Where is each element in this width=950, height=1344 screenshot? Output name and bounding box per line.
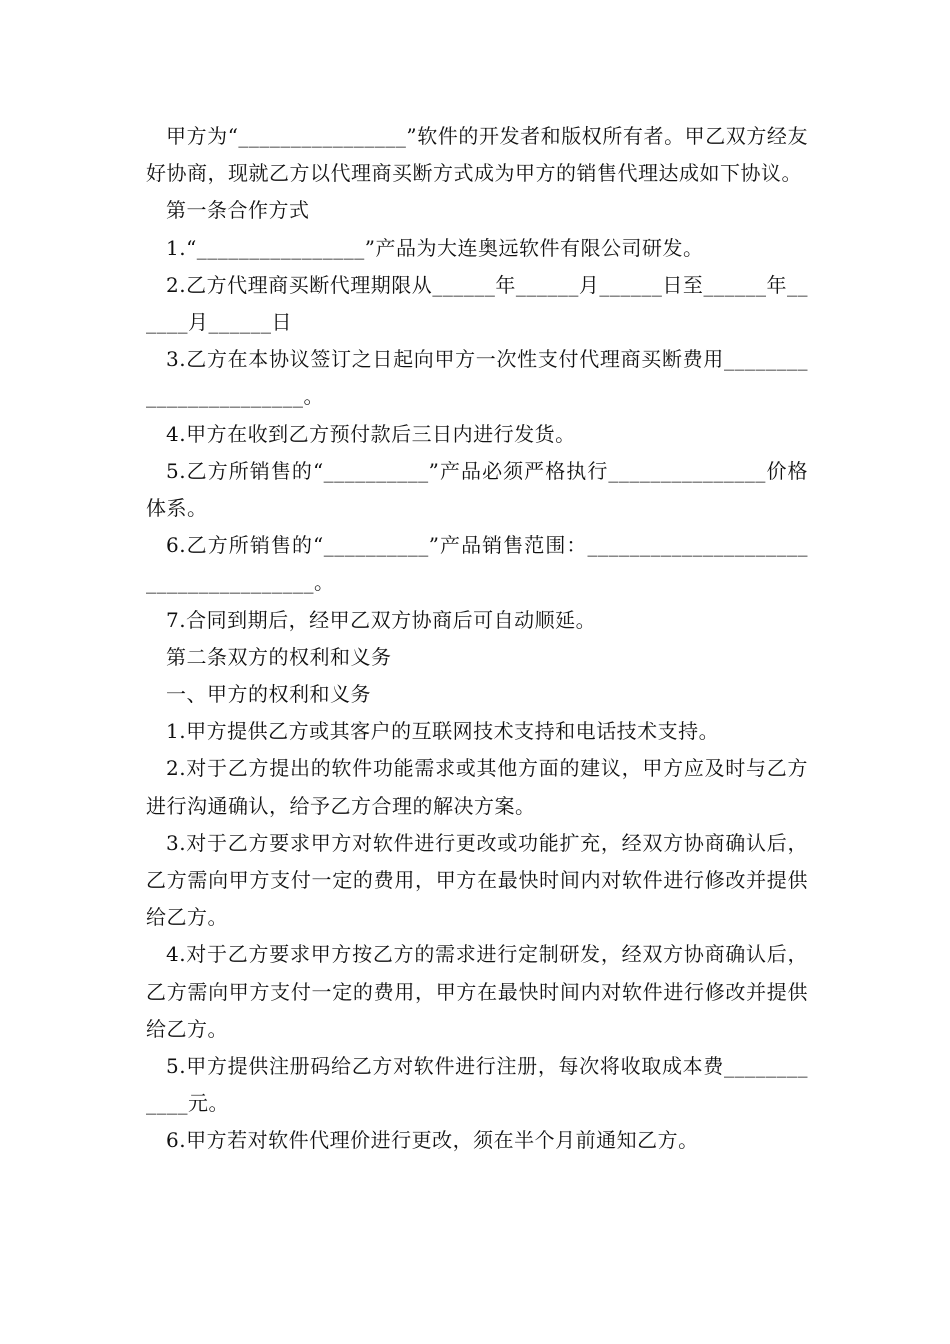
party-a-clause-3: 3.对于乙方要求甲方对软件进行更改或功能扩充，经双方协商确认后，乙方需向甲方支付一定的费用，甲方在最快时间内对软件进行修改并提供给乙方。 (146, 830, 808, 930)
article-1-clause-5: 5.乙方所销售的“__________”产品必须严格执行_______________价格体系。 (146, 458, 808, 521)
article-1-clause-6: 6.乙方所销售的“__________”产品销售范围：_____________________________________。 (146, 533, 808, 595)
party-a-clause-4: 4.对于乙方要求甲方按乙方的需求进行定制研发，经双方协商确认后，乙方需向甲方支付一定的费用，甲方在最快时间内对软件进行修改并提供给乙方。 (146, 942, 808, 1041)
article-1-clause-4: 4.甲方在收到乙方预付款后三日内进行发货。 (166, 421, 576, 446)
document-body (146, 118, 808, 1160)
party-a-clause-6: 6.甲方若对软件代理价进行更改，须在半个月前通知乙方。 (166, 1128, 699, 1153)
article-1-clause-7: 7.合同到期后，经甲乙双方协商后可自动顺延。 (166, 607, 597, 632)
party-a-clause-2: 2.对于乙方提出的软件功能需求或其他方面的建议，甲方应及时与乙方进行沟通确认，给予乙方合理的解决方案。 (146, 756, 808, 818)
article-1-heading: 第一条合作方式 (166, 198, 310, 223)
article-1-clause-3: 3.乙方在本协议签订之日起向甲方一次性支付代理商买断费用_______________________。 (146, 347, 808, 409)
article-1-clause-1: 1.“________________”产品为大连奥远软件有限公司研发。 (166, 235, 704, 260)
article-2-heading: 第二条双方的权利和义务 (166, 644, 392, 669)
party-a-clause-1: 1.甲方提供乙方或其客户的互联网技术支持和电话技术支持。 (166, 719, 720, 744)
section-party-a-heading: 一、甲方的权利和义务 (166, 682, 371, 707)
party-a-clause-5: 5.甲方提供注册码给乙方对软件进行注册，每次将收取成本费____________元。 (146, 1054, 808, 1116)
article-1-clause-2: 2.乙方代理商买断代理期限从______年______月______日至______年______月______日 (146, 272, 808, 335)
intro-paragraph: 甲方为“________________”软件的开发者和版权所有者。甲乙双方经友好协商，现就乙方以代理商买断方式成为甲方的销售代理达成如下协议。 (146, 124, 808, 186)
